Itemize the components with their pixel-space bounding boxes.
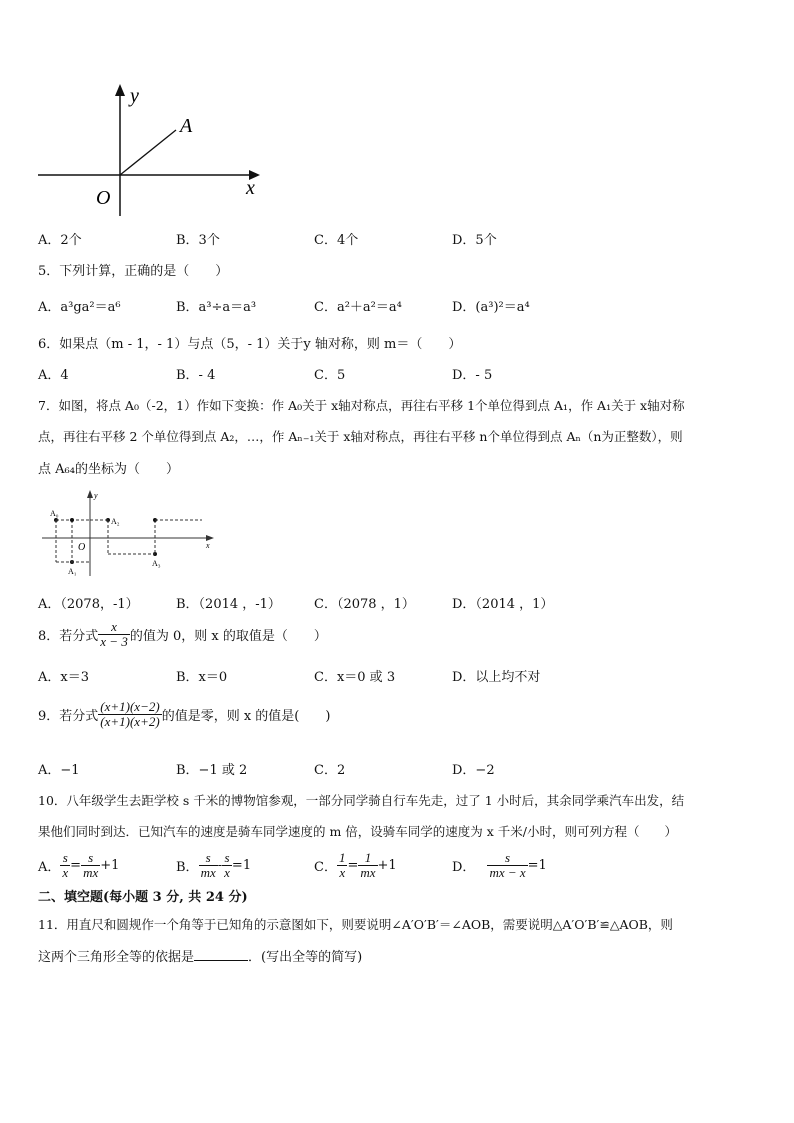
q5-option-c[interactable]: C．a²＋a²＝a⁴ [314,300,402,315]
q9-numerator: (x+1)(x−2) [100,699,160,714]
q9-option-a[interactable]: A．−1 [38,763,80,778]
q10-d-tail: =1 [527,858,547,873]
axis-x-label: x [246,177,255,199]
q10-a-eq: = [70,858,82,873]
q7-line3: 点 A₆₄的坐标为（ ） [38,462,179,477]
q8-suffix: 的值为 0，则 x 的取值是（ ） [129,629,327,644]
q10-a-frac2 [81,851,100,880]
q9-option-b[interactable]: B．−1 或 2 [176,763,248,778]
q7-line1: 7．如图，将点 A₀（-2，1）作如下变换：作 A₀关于 x轴对称点，再往右平移 1个单位得到点 A₁，作 A₁关于 x轴对称 [38,398,685,413]
q8-stem [38,620,327,649]
q7-option-c[interactable]: C．（2078 ，1） [314,597,415,612]
q7-fig-a1: A₁ [68,567,77,576]
q7-fig-a2: A₂ [111,517,120,526]
q6-option-d[interactable]: D．- 5 [452,368,493,383]
q4-option-b[interactable]: B．3个 [176,233,220,248]
q10-c-frac1 [337,851,348,880]
q6-option-a[interactable]: A．4 [38,368,69,383]
q10-option-c[interactable] [314,851,397,880]
q10-b-frac1 [199,851,218,880]
q11-line2-post: ．(写出全等的简写) [248,950,363,965]
q8-denominator: x − 3 [100,634,128,649]
q8-option-c[interactable]: C．x＝0 或 3 [314,670,396,685]
q10-b-frac2 [222,851,232,880]
q7-fig-a3: A₃ [152,559,161,568]
q10-b-tail: =1 [231,858,252,873]
q8-option-a[interactable]: A．x＝3 [38,670,89,685]
q8-option-b[interactable]: B．x＝0 [176,670,228,685]
q7-fig-y: y [94,491,98,500]
q9-denominator: (x+1)(x+2) [100,714,160,729]
q10-d-frac [487,851,527,880]
den: mx [200,865,216,880]
q10-c-label: C． [314,860,337,875]
q7-fig-a0: A₀ [50,509,59,518]
num: s [205,850,211,865]
q6-option-c[interactable]: C．5 [314,368,346,383]
q10-option-a[interactable] [38,851,119,880]
q9-option-d[interactable]: D．−2 [452,763,495,778]
q10-a-frac1 [60,851,70,880]
q7-fig-x: x [206,541,210,550]
q9-fraction [98,700,161,729]
q9-option-c[interactable]: C．2 [314,763,346,778]
q11-line1: 11．用直尺和圆规作一个角等于已知角的示意图如下，则要说明∠A′O′B′＝∠AOB，需要说明△A′O′B′≌△AOB，则 [38,917,673,932]
q6-option-b[interactable]: B．- 4 [176,368,216,383]
q7-option-b[interactable]: B．（2014 ，-1） [176,597,281,612]
q10-b-mid: - [217,858,223,873]
section2-title: 二、填空题(每小题 3 分, 共 24 分) [38,890,248,905]
q10-line1: 10．八年级学生去距学校 s 千米的博物馆参观，一部分同学骑自行车先走，过了 1 小时后，其余同学乘汽车出发，结 [38,793,685,808]
q10-c-tail: +1 [377,858,397,873]
num: s [505,850,511,865]
den: x [339,865,346,880]
q10-c-eq: = [347,858,359,873]
q8-numerator: x [111,619,117,634]
axis-y-label: y [130,85,139,107]
q11-line2-pre: 这两个三角形全等的依据是 [38,950,195,965]
q10-option-b[interactable] [176,851,251,880]
q5-option-a[interactable]: A．a³ga²＝a⁶ [38,300,121,315]
q10-c-frac2 [358,851,377,880]
origin-label: O [96,187,111,209]
den: mx − x [489,865,526,880]
point-a-label: A [180,115,193,137]
q9-stem [38,700,330,729]
q8-fraction [98,620,130,649]
q10-a-tail: +1 [100,858,120,873]
num: s [224,850,230,865]
figure-q7-points [38,488,228,580]
q6-stem: 6．如果点（m - 1，- 1）与点（5，- 1）关于y 轴对称，则 m＝（ ） [38,337,462,352]
q4-option-c[interactable]: C．4个 [314,233,359,248]
q11-line2 [38,946,362,965]
q10-a-label: A． [38,860,61,875]
q5-stem: 5．下列计算，正确的是（ ） [38,264,229,279]
den: x [224,865,230,880]
figure-axes-oa [30,78,270,223]
q10-b-label: B． [176,860,199,875]
q5-option-d[interactable]: D．(a³)²＝a⁴ [452,300,530,315]
num: 1 [364,850,372,865]
num: s [88,850,94,865]
den: mx [360,865,376,880]
q8-option-d[interactable]: D．以上均不对 [452,670,541,685]
den: mx [83,865,99,880]
num: 1 [338,850,346,865]
q10-option-d[interactable] [452,851,547,880]
q10-line2: 果他们同时到达．已知汽车的速度是骑车同学速度的 m 倍，设骑车同学的速度为 x 千米/小时，则可列方程（ ） [38,824,678,839]
num: s [62,850,68,865]
q11-answer-blank[interactable] [194,948,248,961]
q7-option-a[interactable]: A．（2078，-1） [38,597,139,612]
q8-prefix: 8．若分式 [38,629,99,644]
q10-d-label: D． [452,860,476,875]
q7-option-d[interactable]: D．（2014 ，1） [452,597,554,612]
q7-line2: 点，再往右平移 2 个单位得到点 A₂，…，作 Aₙ₋₁关于 x轴对称点，再往右平移 n个单位得到点 Aₙ（n为正整数），则 [38,429,683,444]
q9-prefix: 9．若分式 [38,709,99,724]
q4-option-a[interactable]: A．2个 [38,233,82,248]
q7-fig-o: O [78,542,86,553]
q9-suffix: 的值是零，则 x 的值是( ) [161,709,331,724]
den: x [62,865,69,880]
q4-option-d[interactable]: D．5个 [452,233,497,248]
q5-option-b[interactable]: B．a³÷a＝a³ [176,300,257,315]
